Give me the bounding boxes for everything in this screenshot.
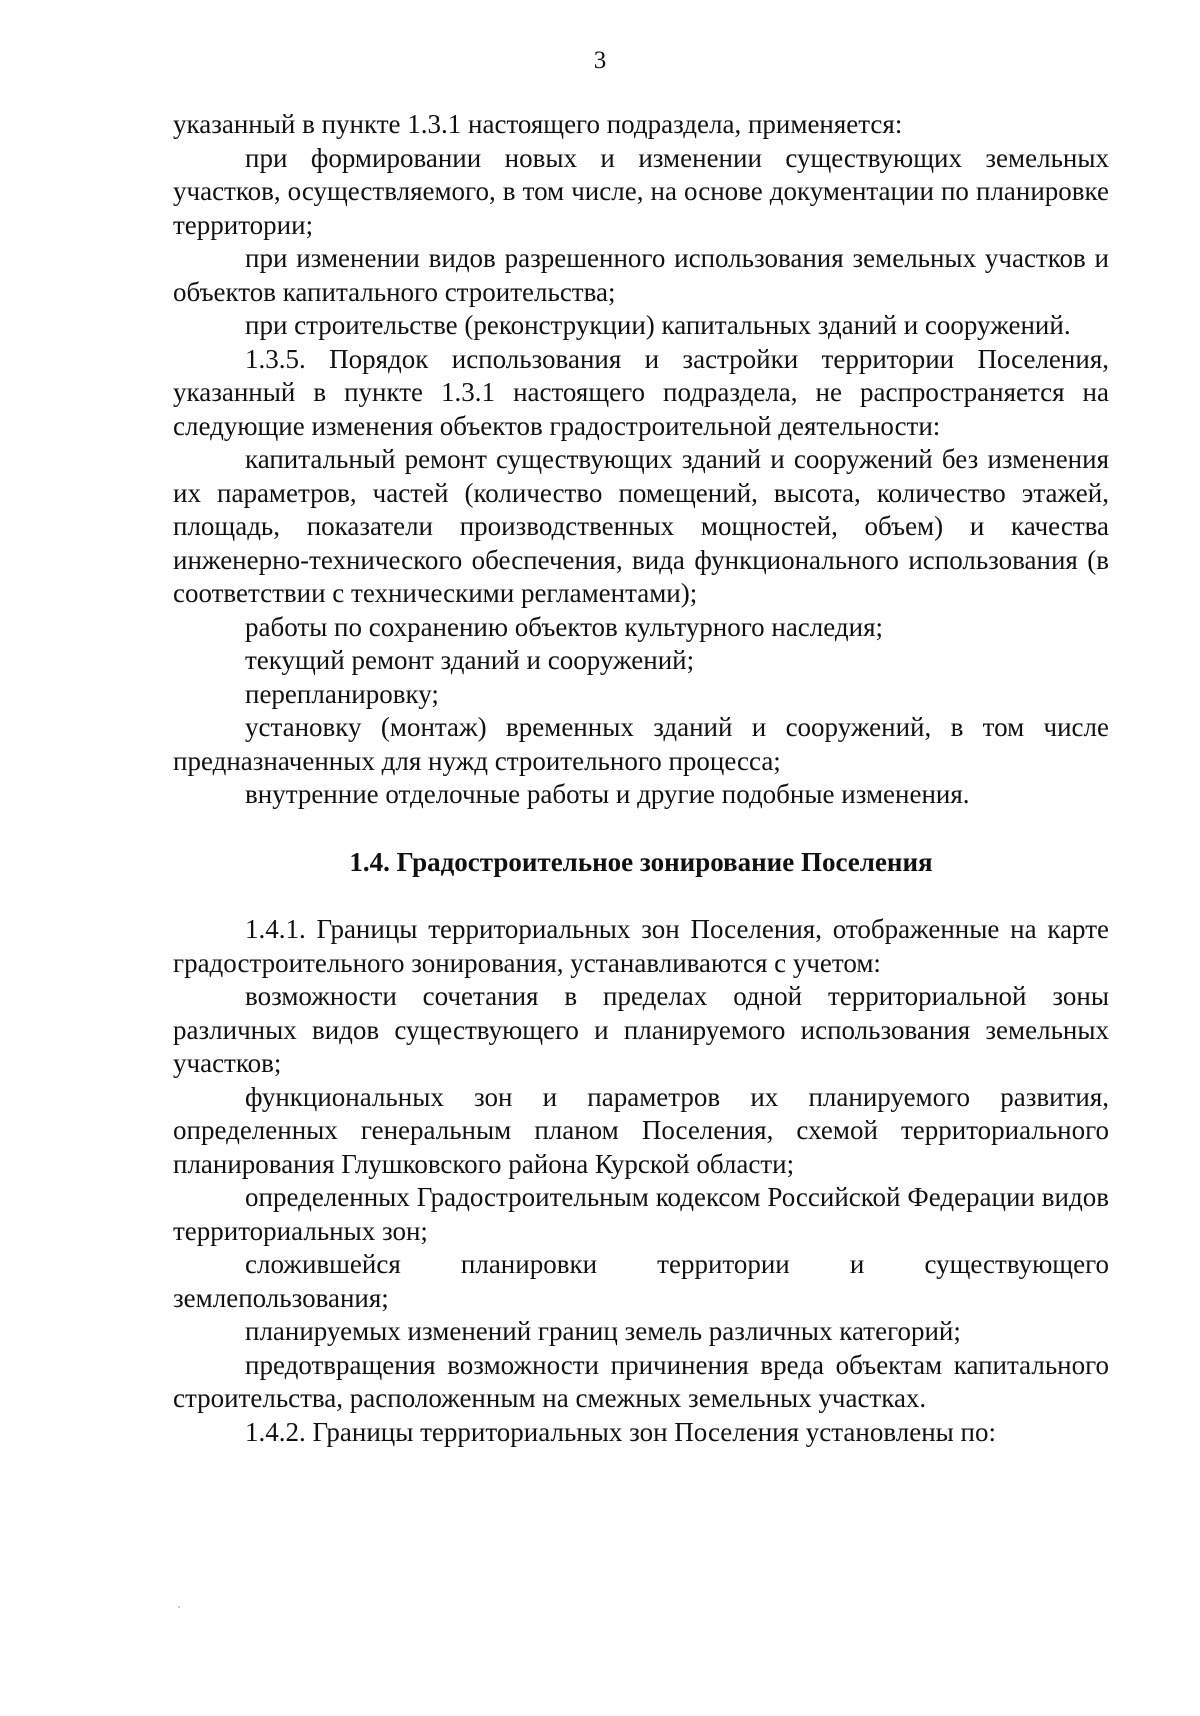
section-heading: 1.4. Градостроительное зонирование Поселения: [349, 846, 933, 877]
scan-speck: [178, 1606, 180, 1608]
paragraph-1-3-5: 1.3.5. Порядок использования и застройки территории Поселения, указанный в пункте 1.3.1 настоящего подраздела, не распространяется на следующие изменения объектов градостроительной деятельности:: [173, 343, 1109, 441]
list-item-interior-works: внутренние отделочные работы и другие подобные изменения.: [245, 779, 970, 809]
list-item-functional-zones: функциональных зон и параметров их планируемого развития, определенных генеральным планом Поселения, схемой территориального планирования Глушковского района Курской области;: [173, 1081, 1109, 1179]
list-item-capital-repair: капитальный ремонт существующих зданий и сооружений без изменения их параметров, частей (количество помещений, высота, количество этажей, площадь, показатели производственных мощностей, объем) и качества инженерно-технического обеспечения, вида функционального использования (в соответствии с техническими регламентами);: [173, 444, 1109, 608]
paragraph-1-4-2: 1.4.2. Границы территориальных зон Поселения установлены по:: [245, 1416, 996, 1447]
list-item-heritage-works: работы по сохранению объектов культурного наследия;: [245, 611, 883, 642]
list-item-construction: при строительстве (реконструкции) капитальных зданий и сооружений.: [245, 310, 1071, 340]
paragraph-1-4-1: 1.4.1. Границы территориальных зон Поселения, отображенные на карте градостроительного зонирования, устанавливаются с учетом:: [173, 914, 1109, 978]
list-item-temporary-buildings: установку (монтаж) временных зданий и сооружений, в том числе предназначенных для нужд строительного процесса;: [173, 712, 1109, 776]
list-item-replanning: перепланировку;: [245, 678, 439, 709]
list-item-combination: возможности сочетания в пределах одной территориальной зоны различных видов существующего и планируемого использования земельных участков;: [173, 981, 1109, 1078]
list-item-existing-layout: сложившейся планировки территории и существующего землепользования;: [173, 1249, 1109, 1313]
list-item-current-repair: текущий ремонт зданий и сооружений;: [245, 645, 695, 675]
list-item-harm-prevention: предотвращения возможности причинения вреда объектам капитального строительства, расположенным на смежных земельных участках.: [173, 1349, 1109, 1413]
list-item-changing-use: при изменении видов разрешенного использования земельных участков и объектов капитального строительства;: [173, 243, 1109, 307]
list-item-planned-changes: планируемых изменений границ земель различных категорий;: [245, 1316, 961, 1346]
list-item-zone-types: определенных Градостроительным кодексом Российской Федерации видов территориальных зон;: [173, 1182, 1109, 1246]
document-body: [173, 108, 1109, 1449]
page-number: 3: [593, 47, 607, 74]
paragraph-continuation: указанный в пункте 1.3.1 настоящего подраздела, применяется:: [173, 109, 903, 139]
list-item-forming-plots: при формировании новых и изменении существующих земельных участков, осуществляемого, в том числе, на основе документации по планировке территории;: [173, 142, 1109, 240]
